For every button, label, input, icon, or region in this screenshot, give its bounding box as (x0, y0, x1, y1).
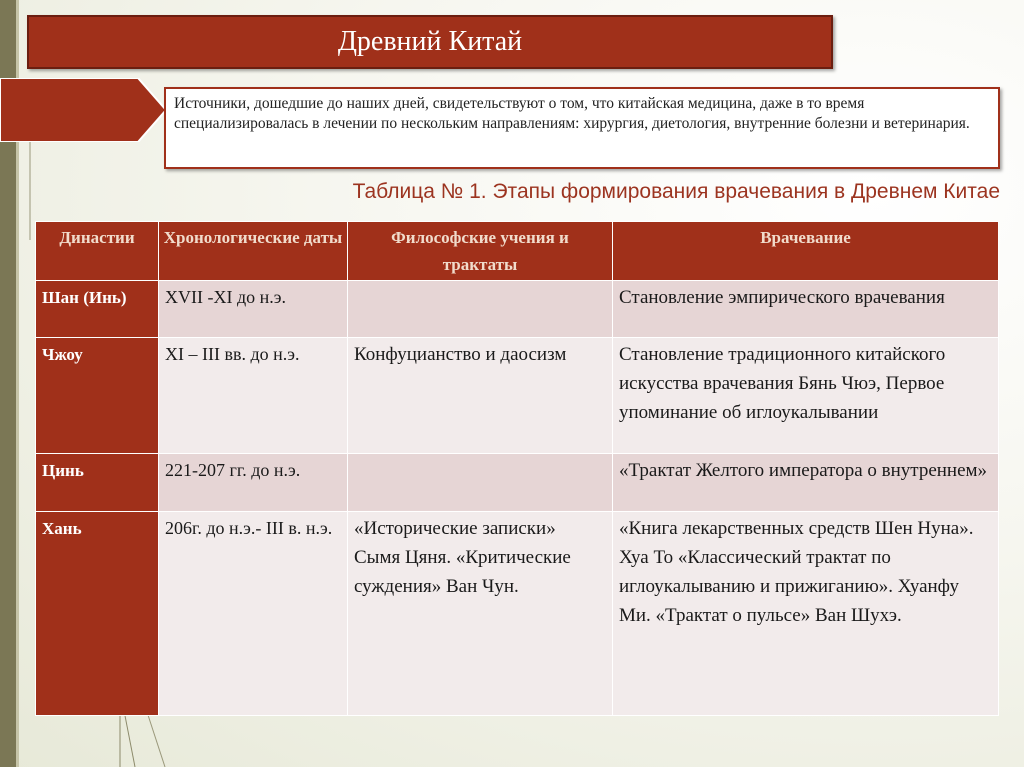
cell-dynasty (36, 281, 159, 338)
cell-philosophy (348, 454, 613, 512)
dynasty-table (35, 221, 999, 716)
cell-medicine (613, 512, 999, 716)
cell-medicine (613, 454, 999, 512)
cell-dates (159, 281, 348, 338)
dates-text: 221-207 гг. до н.э. (165, 460, 301, 480)
dynasty-name: Хань (42, 519, 82, 538)
table-row (36, 338, 999, 454)
cell-dates (159, 454, 348, 512)
medicine-text: Становление эмпирического врачевания (619, 287, 945, 308)
cell-philosophy (348, 281, 613, 338)
header-dynasty: Династии (36, 222, 159, 281)
cell-philosophy (348, 338, 613, 454)
table-header-row (36, 222, 999, 281)
cell-dynasty (36, 512, 159, 716)
cell-philosophy (348, 512, 613, 716)
table-row (36, 454, 999, 512)
slide-title: Древний Китай (27, 15, 833, 69)
table-caption: Таблица № 1. Этапы формирования врачевания в Древнем Китае (352, 180, 1000, 203)
info-text-box: Источники, дошедшие до наших дней, свидетельствуют о том, что китайская медицина, даже в то время специализировалась в лечении по нескольким направлениям: хирургия, диетология, внутренние болезни и ветеринария. (164, 87, 1000, 169)
dates-text: 206г. до н.э.- III в. н.э. (165, 518, 333, 538)
cell-dynasty (36, 454, 159, 512)
cell-medicine (613, 338, 999, 454)
cell-medicine (613, 281, 999, 338)
header-philosophy: Философские учения и трактаты (348, 222, 613, 281)
medicine-text: Становление традиционного китайского искусства врачевания Бянь Чюэ, Первое упоминание об иглоукалывании (619, 344, 946, 423)
cell-dates (159, 338, 348, 454)
dates-text: XI – III вв. до н.э. (165, 344, 300, 364)
arrow-pointer-shape (0, 78, 170, 142)
philosophy-text: Конфуцианство и даосизм (354, 344, 567, 365)
medicine-text: «Книга лекарственных средств Шен Нуна». Хуа То «Классический трактат по иглоукалыванию и прижиганию». Хуанфу Ми. «Трактат о пульсе» Ван Шухэ. (619, 518, 974, 626)
cell-dynasty (36, 338, 159, 454)
philosophy-text: «Исторические записки» Сымя Цяня. «Критические суждения» Ван Чун. (354, 518, 571, 597)
cell-dates (159, 512, 348, 716)
header-medicine: Врачевание (613, 222, 999, 281)
dynasty-name: Шан (Инь) (42, 288, 127, 307)
header-dates: Хронологические даты (159, 222, 348, 281)
dates-text: XVII -XI до н.э. (165, 287, 286, 307)
medicine-text: «Трактат Желтого императора о внутреннем» (619, 460, 988, 481)
table-row (36, 512, 999, 716)
table-row (36, 281, 999, 338)
dynasty-name: Чжоу (42, 345, 83, 364)
dynasty-name: Цинь (42, 461, 84, 480)
